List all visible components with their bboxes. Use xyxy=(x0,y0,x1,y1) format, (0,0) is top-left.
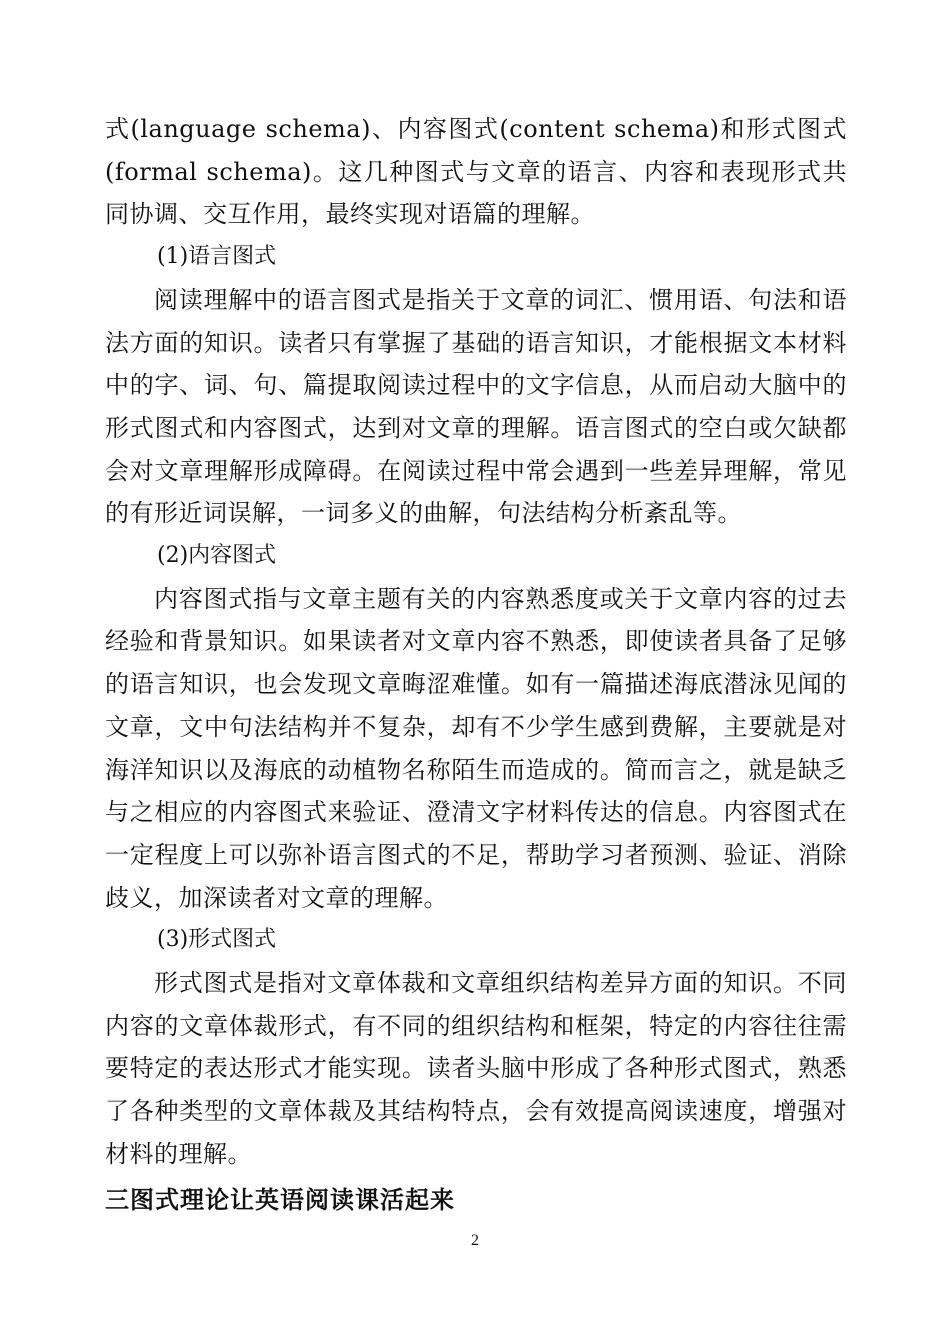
body-paragraph: 形式图式是指对文章体裁和文章组织结构差异方面的知识。不同内容的文章体裁形式，有不同的组织结构和框架，特定的内容往往需要特定的表达形式才能实现。读者头脑中形成了各种形式图式，熟悉了各种类型的文章体裁及其结构特点，会有效提高阅读速度，增强对材料的理解。 xyxy=(105,969,847,1168)
subheading-formal-schema: (3)形式图式 xyxy=(157,927,277,953)
subheading-content-schema: (2)内容图式 xyxy=(157,543,277,569)
subheading-language-schema: (1)语言图式 xyxy=(157,244,277,270)
page-number: 2 xyxy=(471,1232,479,1249)
body-paragraph: 阅读理解中的语言图式是指关于文章的词汇、惯用语、句法和语法方面的知识。读者只有掌握了基础的语言知识，才能根据文本材料中的字、词、句、篇提取阅读过程中的文字信息，从而启动大脑中的形式图式和内容图式，达到对文章的理解。语言图式的空白或欠缺都会对文章理解形成障碍。在阅读过程中常会遇到一些差异理解，常见的有形近词误解，一词多义的曲解，句法结构分析紊乱等。 xyxy=(105,285,847,528)
body-paragraph: 内容图式指与文章主题有关的内容熟悉度或关于文章内容的过去经验和背景知识。如果读者对文章内容不熟悉，即使读者具备了足够的语言知识，也会发现文章晦涩难懂。如有一篇描述海底潜泳见闻的文章，文中句法结构并不复杂，却有不少学生感到费解，主要就是对海洋知识以及海底的动植物名称陌生而造成的。简而言之，就是缺乏与之相应的内容图式来验证、澄清文字材料传达的信息。内容图式在一定程度上可以弥补语言图式的不足，帮助学习者预测、验证、消除歧义，加深读者对文章的理解。 xyxy=(105,584,847,912)
section-heading: 三图式理论让英语阅读课活起来 xyxy=(105,1185,455,1214)
document-body xyxy=(105,108,847,1224)
body-paragraph: 式(language schema)、内容图式(content schema)和形式图式(formal schema)。这几种图式与文章的语言、内容和表现形式共同协调、交互作用，最终实现对语篇的理解。 xyxy=(105,115,847,229)
